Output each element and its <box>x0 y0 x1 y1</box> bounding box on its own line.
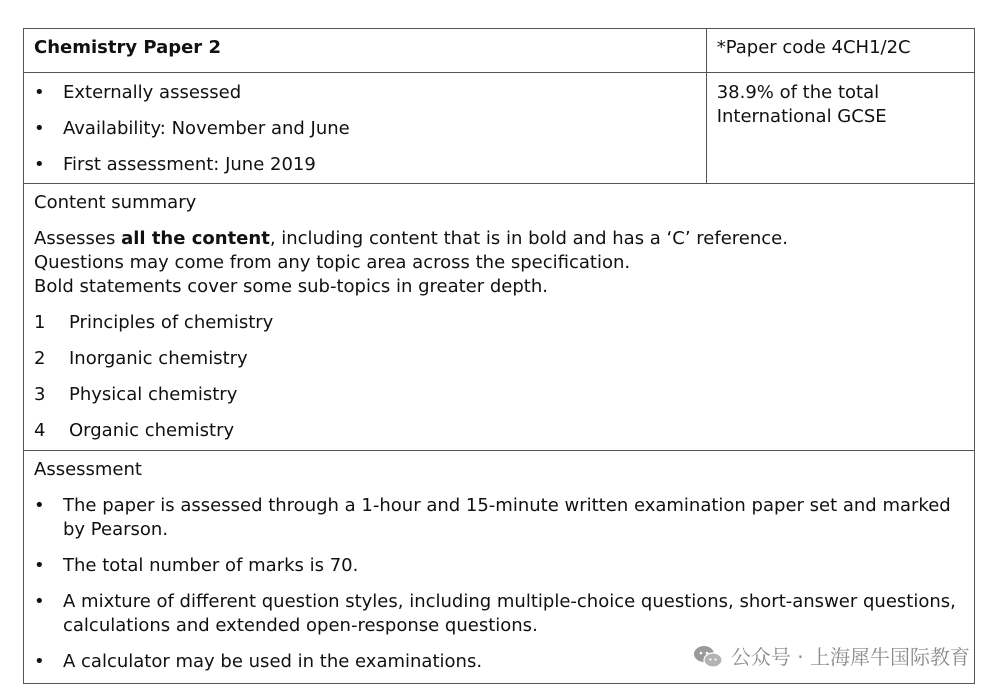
assessment-item: • The paper is assessed through a 1-hour and 15-minute written examination paper set and marked by Pearson. <box>34 494 964 542</box>
watermark-text: 公众号 · 上海犀牛国际教育 <box>730 645 970 669</box>
meta-row <box>24 73 975 184</box>
topic-label: Organic chemistry <box>69 420 235 441</box>
meta-list <box>34 73 696 177</box>
topic-item <box>34 311 964 335</box>
paper-title: Chemistry Paper 2 <box>24 29 707 73</box>
title-row <box>24 29 975 73</box>
topic-number: 1 <box>34 312 46 333</box>
topic-list <box>34 311 964 443</box>
paper-code: *Paper code 4CH1/2C <box>706 29 974 73</box>
content-summary-intro <box>34 227 964 251</box>
assessment-item: • A mixture of different question styles, including multiple-choice questions, short-answer questions, calculations and extended open-response questions. <box>34 590 964 638</box>
topic-item <box>34 383 964 407</box>
meta-cell <box>24 73 707 184</box>
intro-suffix: , including content that is in bold and has a ‘C’ reference. <box>269 228 788 249</box>
meta-item-assessed: • Externally assessed <box>34 81 696 105</box>
topic-label: Physical chemistry <box>69 384 238 405</box>
content-summary-description <box>34 227 964 299</box>
wechat-watermark <box>693 644 970 670</box>
topic-label: Inorganic chemistry <box>69 348 248 369</box>
content-summary-heading: Content summary <box>34 192 197 213</box>
topic-item <box>34 347 964 371</box>
topic-number: 4 <box>34 420 46 441</box>
meta-item-first-assessment: • First assessment: June 2019 <box>34 153 696 177</box>
assessment-item: • A calculator may be used in the examinations. <box>34 650 964 674</box>
meta-item-availability: • Availability: November and June <box>34 117 696 141</box>
topic-number: 2 <box>34 348 46 369</box>
content-summary-cell <box>24 184 975 451</box>
topic-item <box>34 419 964 443</box>
topic-number: 3 <box>34 384 46 405</box>
weighting-cell <box>706 73 974 184</box>
wechat-icon <box>693 644 723 670</box>
assessment-heading: Assessment <box>34 459 142 480</box>
weighting-text: 38.9% of the total International GCSE <box>716 82 887 127</box>
specification-table <box>23 28 975 684</box>
assessment-item: • The total number of marks is 70. <box>34 554 964 578</box>
content-summary-line-2: Questions may come from any topic area across the specification. <box>34 252 631 273</box>
intro-prefix: Assesses <box>34 228 122 249</box>
topic-label: Principles of chemistry <box>69 312 274 333</box>
content-summary-line-3: Bold statements cover some sub-topics in greater depth. <box>34 276 548 297</box>
intro-bold: all the content <box>121 228 270 249</box>
content-summary-row <box>24 184 975 451</box>
